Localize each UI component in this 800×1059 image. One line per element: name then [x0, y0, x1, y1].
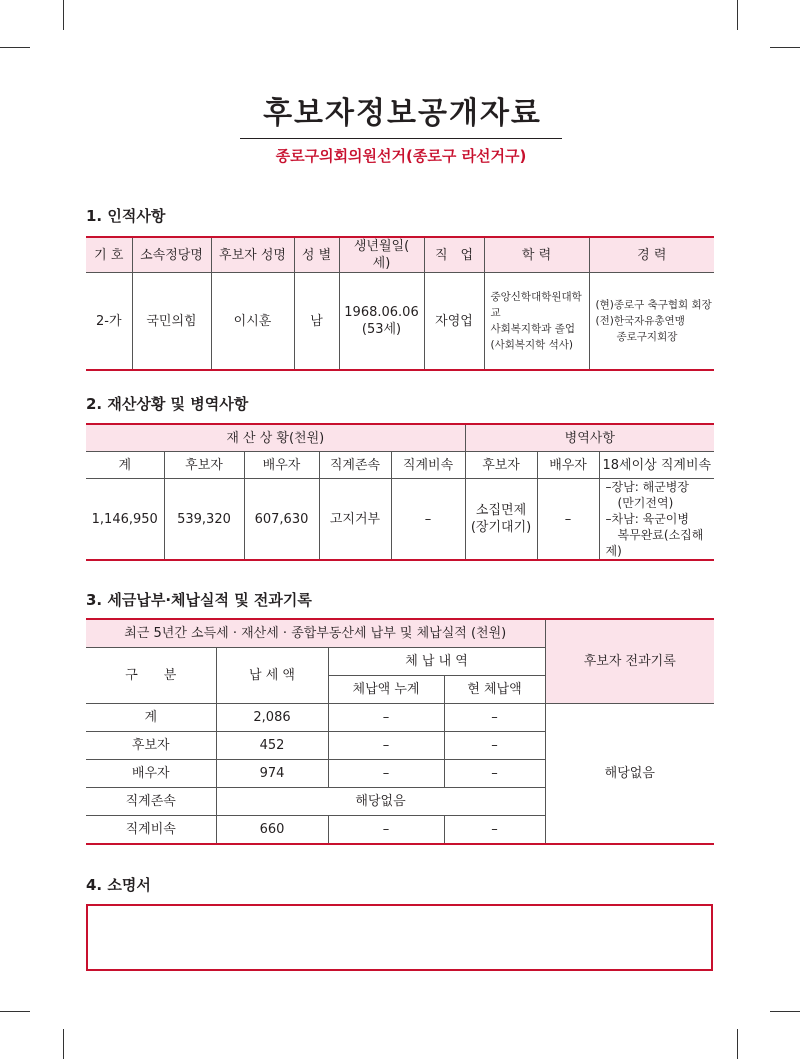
crop-mark [63, 1029, 64, 1059]
crop-mark [63, 0, 64, 30]
property-military-table [86, 423, 714, 561]
tax-row-arrears-current: – [444, 732, 545, 760]
tax-row-arrears-total: – [328, 732, 444, 760]
crop-mark [770, 47, 800, 48]
header-mil-candidate: 후보자 [465, 452, 537, 479]
cell-name: 이시훈 [211, 273, 294, 371]
group-header-military: 병역사항 [465, 424, 714, 452]
statement-box [86, 904, 713, 971]
header-birth: 생년월일( 세) [339, 237, 424, 273]
header-arrears: 체 납 내 역 [328, 648, 545, 676]
cell-total: 1,146,950 [86, 479, 164, 561]
tax-row-paid: 2,086 [216, 704, 328, 732]
crop-mark [737, 0, 738, 30]
title-divider [240, 138, 562, 139]
header-arrears-current: 현 체납액 [444, 676, 545, 704]
tax-row-label: 직계존속 [86, 788, 216, 816]
personal-info-table [86, 236, 714, 371]
cell-mil-spouse: – [537, 479, 599, 561]
header-career: 경 력 [589, 237, 714, 273]
crop-mark [0, 1011, 30, 1012]
tax-row-arrears-total: – [328, 816, 444, 845]
tax-row-label: 후보자 [86, 732, 216, 760]
cell-career: (현)종로구 축구협회 회장 (전)한국자유총연맹 종로구지회장 [589, 273, 714, 371]
header-mil-spouse: 배우자 [537, 452, 599, 479]
tax-row-arrears-total: – [328, 704, 444, 732]
header-mil-children: 18세이상 직계비속 [599, 452, 714, 479]
header-arrears-total: 체납액 누계 [328, 676, 444, 704]
criminal-header: 후보자 전과기록 [545, 619, 714, 704]
tax-row-paid: 660 [216, 816, 328, 845]
cell-mil-candidate: 소집면제 (장기대기) [465, 479, 537, 561]
section-heading-tax: 3. 세금납부·체납실적 및 전과기록 [86, 591, 312, 609]
header-number: 기 호 [86, 237, 132, 273]
header-ascendant: 직계존속 [319, 452, 391, 479]
section-heading-statement: 4. 소명서 [86, 876, 151, 894]
cell-mil-children: –장남: 해군병장 (만기전역) –차남: 육군이병 복무완료(소집해제) [599, 479, 714, 561]
cell-education: 중앙신학대학원대학교 사회복지학과 졸업 (사회복지학 석사) [484, 273, 589, 371]
crop-mark [0, 47, 30, 48]
header-candidate: 후보자 [164, 452, 244, 479]
tax-row-arrears-current: – [444, 704, 545, 732]
tax-group-header: 최근 5년간 소득세 · 재산세 · 종합부동산세 납부 및 체납실적 (천원) [86, 619, 545, 648]
tax-row-label: 배우자 [86, 760, 216, 788]
header-descendant: 직계비속 [391, 452, 465, 479]
tax-row-arrears-total: – [328, 760, 444, 788]
tax-row-label: 계 [86, 704, 216, 732]
header-education: 학 력 [484, 237, 589, 273]
header-total: 계 [86, 452, 164, 479]
crop-mark [770, 1011, 800, 1012]
cell-birth: 1968.06.06 (53세) [339, 273, 424, 371]
cell-sex: 남 [294, 273, 339, 371]
header-paid: 납 세 액 [216, 648, 328, 704]
criminal-record-value: 해당없음 [545, 704, 714, 845]
section-heading-personal: 1. 인적사항 [86, 207, 166, 225]
tax-row-label: 직계비속 [86, 816, 216, 845]
cell-candidate: 539,320 [164, 479, 244, 561]
group-header-property: 재 산 상 황(천원) [86, 424, 465, 452]
document-subtitle: 종로구의회의원선거(종로구 라선거구) [275, 147, 527, 165]
header-job: 직 업 [424, 237, 484, 273]
tax-row-arrears-current: – [444, 760, 545, 788]
cell-party: 국민의힘 [132, 273, 211, 371]
header-party: 소속정당명 [132, 237, 211, 273]
cell-job: 자영업 [424, 273, 484, 371]
header-sex: 성 별 [294, 237, 339, 273]
cell-ascendant: 고지거부 [319, 479, 391, 561]
header-spouse: 배우자 [244, 452, 319, 479]
tax-row-arrears-current: – [444, 816, 545, 845]
cell-number: 2-가 [86, 273, 132, 371]
tax-row-paid: 974 [216, 760, 328, 788]
cell-descendant: – [391, 479, 465, 561]
document-title: 후보자정보공개자료 [263, 96, 542, 131]
section-heading-property: 2. 재산상황 및 병역사항 [86, 395, 249, 413]
header-name: 후보자 성명 [211, 237, 294, 273]
tax-criminal-table [86, 618, 714, 845]
crop-mark [737, 1029, 738, 1059]
header-category: 구 분 [86, 648, 216, 704]
cell-spouse: 607,630 [244, 479, 319, 561]
tax-row-merged: 해당없음 [216, 788, 545, 816]
tax-row-paid: 452 [216, 732, 328, 760]
